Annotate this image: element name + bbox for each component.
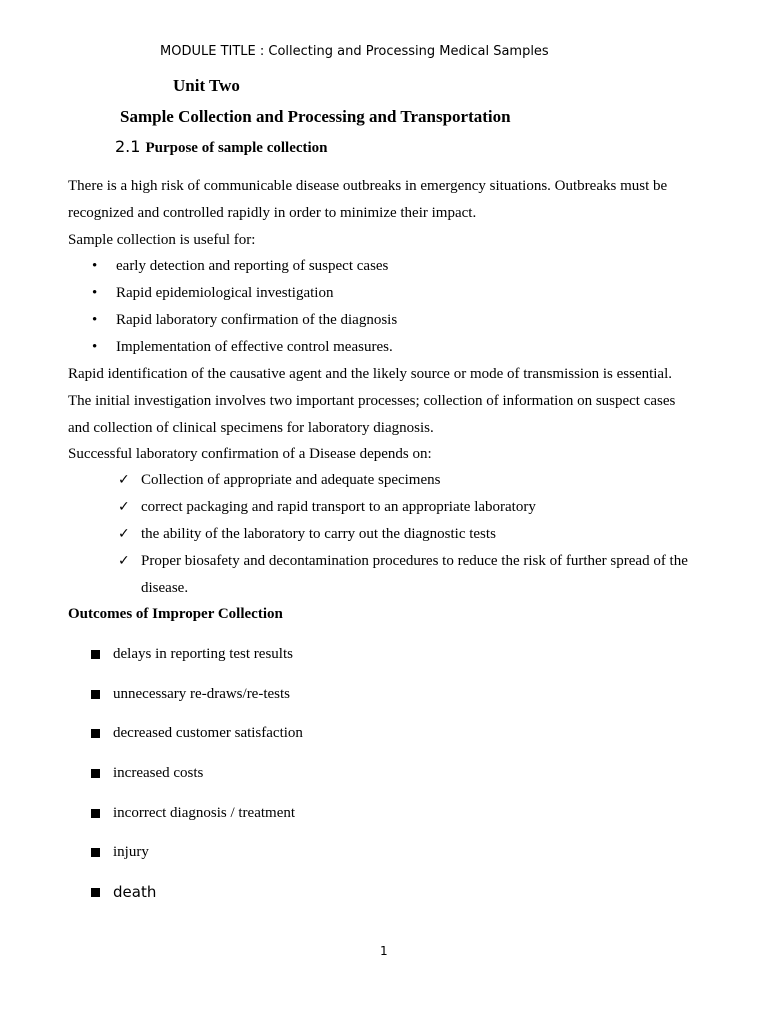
- bullet-icon: •: [92, 258, 98, 274]
- section-number: 2.1: [115, 137, 141, 156]
- outcome-item: death: [113, 883, 157, 901]
- checklist-item: correct packaging and rapid transport to an appropriate laboratory: [141, 499, 536, 515]
- outcomes-heading: Outcomes of Improper Collection: [68, 606, 283, 622]
- square-bullet-icon: [91, 690, 100, 699]
- checklist-item: the ability of the laboratory to carry out the diagnostic tests: [141, 526, 496, 542]
- list-item: Rapid laboratory confirmation of the diagnosis: [116, 312, 398, 328]
- outcome-item: increased costs: [113, 765, 204, 781]
- bullet-icon: •: [92, 312, 98, 328]
- intro-line-1: There is a high risk of communicable disease outbreaks in emergency situations. Outbreaks must be: [68, 178, 668, 194]
- check-icon: ✓: [118, 499, 130, 515]
- useful-for-line: Sample collection is useful for:: [68, 232, 256, 248]
- outcome-item: incorrect diagnosis / treatment: [113, 805, 296, 821]
- section-title: Purpose of sample collection: [145, 140, 328, 156]
- unit-title: Unit Two: [173, 76, 240, 95]
- outcome-item: injury: [113, 844, 149, 860]
- square-bullet-icon: [91, 729, 100, 738]
- list-item: Implementation of effective control measures.: [116, 339, 393, 355]
- outcome-item: delays in reporting test results: [113, 646, 293, 662]
- para2-line-4: Successful laboratory confirmation of a Disease depends on:: [68, 446, 432, 462]
- para2-line-3: and collection of clinical specimens for laboratory diagnosis.: [68, 420, 434, 436]
- square-bullet-icon: [91, 650, 100, 659]
- chapter-title: Sample Collection and Processing and Transportation: [120, 107, 511, 126]
- list-item: early detection and reporting of suspect cases: [116, 258, 389, 274]
- checklist-item: Proper biosafety and decontamination procedures to reduce the risk of further spread of the: [141, 553, 688, 569]
- square-bullet-icon: [91, 809, 100, 818]
- para2-line-1: Rapid identification of the causative agent and the likely source or mode of transmission is essential.: [68, 366, 673, 382]
- module-header: MODULE TITLE : Collecting and Processing Medical Samples: [160, 44, 549, 59]
- section-heading: [115, 137, 328, 157]
- bullet-icon: •: [92, 339, 98, 355]
- list-item: Rapid epidemiological investigation: [116, 285, 334, 301]
- square-bullet-icon: [91, 848, 100, 857]
- check-icon: ✓: [118, 553, 130, 569]
- check-icon: ✓: [118, 472, 130, 488]
- checklist-item: Collection of appropriate and adequate specimens: [141, 472, 441, 488]
- intro-line-2: recognized and controlled rapidly in order to minimize their impact.: [68, 205, 477, 221]
- bullet-icon: •: [92, 285, 98, 301]
- square-bullet-icon: [91, 888, 100, 897]
- outcome-item: unnecessary re-draws/re-tests: [113, 686, 291, 702]
- square-bullet-icon: [91, 769, 100, 778]
- check-icon: ✓: [118, 526, 130, 542]
- para2-line-2: The initial investigation involves two important processes; collection of information on suspect cases: [68, 393, 676, 409]
- page-number: 1: [380, 944, 388, 958]
- checklist-item-continuation: disease.: [141, 580, 189, 596]
- outcome-item: decreased customer satisfaction: [113, 725, 303, 741]
